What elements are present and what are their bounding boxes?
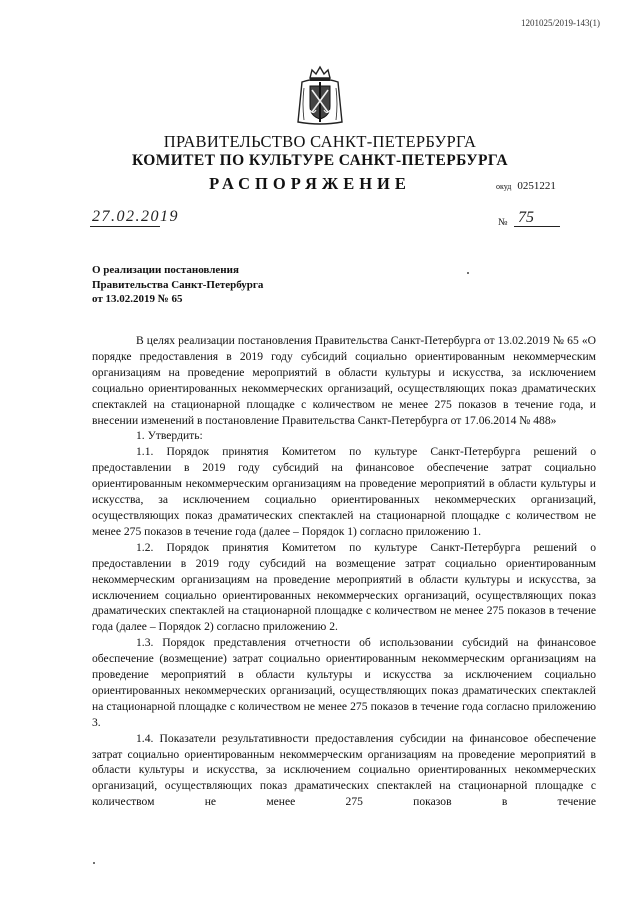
committee-title: КОМИТЕТ ПО КУЛЬТУРЕ САНКТ-ПЕТЕРБУРГА	[131, 152, 509, 169]
okud-label: окуд	[496, 182, 512, 191]
subject-line: О реализации постановления	[92, 264, 239, 276]
scan-speck	[467, 272, 469, 274]
clause-paragraph: 1.3. Порядок представления отчетности об использовании субсидий на финансовое обеспечение (возмещение) затрат социально ориентированным некоммерческим организациям на проведение мероприятий в области культуры и искусства за исключением социально ориентированных некоммерческих организаций, осуществляющих показ драматических спектаклей на стационарной площадке с количеством не менее 275 показов в течение года согласно приложению 3.	[92, 636, 596, 729]
clause-paragraph: 1.1. Порядок принятия Комитетом по культуре Санкт-Петербурга решений о предоставлении в 2019 году субсидий на финансовое обеспечение затрат социально ориентированным некоммерческим организациям на проведение мероприятий в области культуры и искусства, за исключением социально ориентированных некоммерческих организаций, осуществляющих показ драматических спектаклей на стационарной площадке с количеством не менее 275 показов в течение года (далее – Порядок 1) согласно приложению 1.	[92, 445, 596, 538]
clause-paragraph: 1.4. Показатели результативности предоставления субсидии на финансовое обеспечение затрат социально ориентированным некоммерческим организациям на проведение мероприятий в области культуры и искусства, за исключением социально ориентированных некоммерческих организаций, осуществляющих показ драматических спектаклей на стационарной площадке с количеством не менее 275 показов в течение	[92, 731, 596, 809]
clause-paragraph: 1. Утвердить:	[136, 429, 203, 443]
subject-line: от 13.02.2019 № 65	[92, 293, 183, 305]
st-petersburg-coat-of-arms-icon	[292, 64, 348, 128]
document-date: 27.02.2019	[92, 208, 179, 225]
document-type: РАСПОРЯЖЕНИЕ	[209, 174, 411, 193]
number-label: №	[498, 217, 508, 228]
okud-code	[496, 180, 556, 192]
date-underline	[90, 226, 160, 227]
number-underline	[514, 226, 560, 227]
document-body	[92, 333, 596, 810]
subject-line: Правительства Санкт-Петербурга	[92, 278, 264, 291]
document-code: 1201025/2019-143(1)	[521, 18, 600, 28]
clause-paragraph: 1.2. Порядок принятия Комитетом по культуре Санкт-Петербурга решений о предоставлении в 2019 году субсидий на возмещение затрат социально ориентированным некоммерческим организациям на проведение мероприятий в области культуры и искусства, за исключением социально ориентированных некоммерческих организаций, осуществляющих показ драматических спектаклей на стационарной площадке с количеством не менее 275 показов в течение года (далее – Порядок 2) согласно приложению 2.	[92, 540, 596, 634]
document-subject	[92, 263, 263, 307]
government-title: ПРАВИТЕЛЬСТВО САНКТ-ПЕТЕРБУРГА	[163, 132, 477, 151]
document-number: 75	[518, 209, 534, 226]
scan-speck	[93, 862, 95, 864]
okud-value: 0251221	[517, 180, 556, 192]
preamble-paragraph: В целях реализации постановления Правительства Санкт-Петербурга от 13.02.2019 № 65 «О порядке предоставления в 2019 году субсидий социально ориентированным некоммерческим организациям на проведение мероприятий в области культуры и искусства, за исключением социально ориентированных некоммерческих организаций, осуществляющих показ драматических спектаклей на стационарной площадке с количеством не менее 275 показов в течение года, и внесении изменений в постановление Правительства Санкт-Петербурга от 17.06.2014 № 488»	[92, 334, 596, 427]
